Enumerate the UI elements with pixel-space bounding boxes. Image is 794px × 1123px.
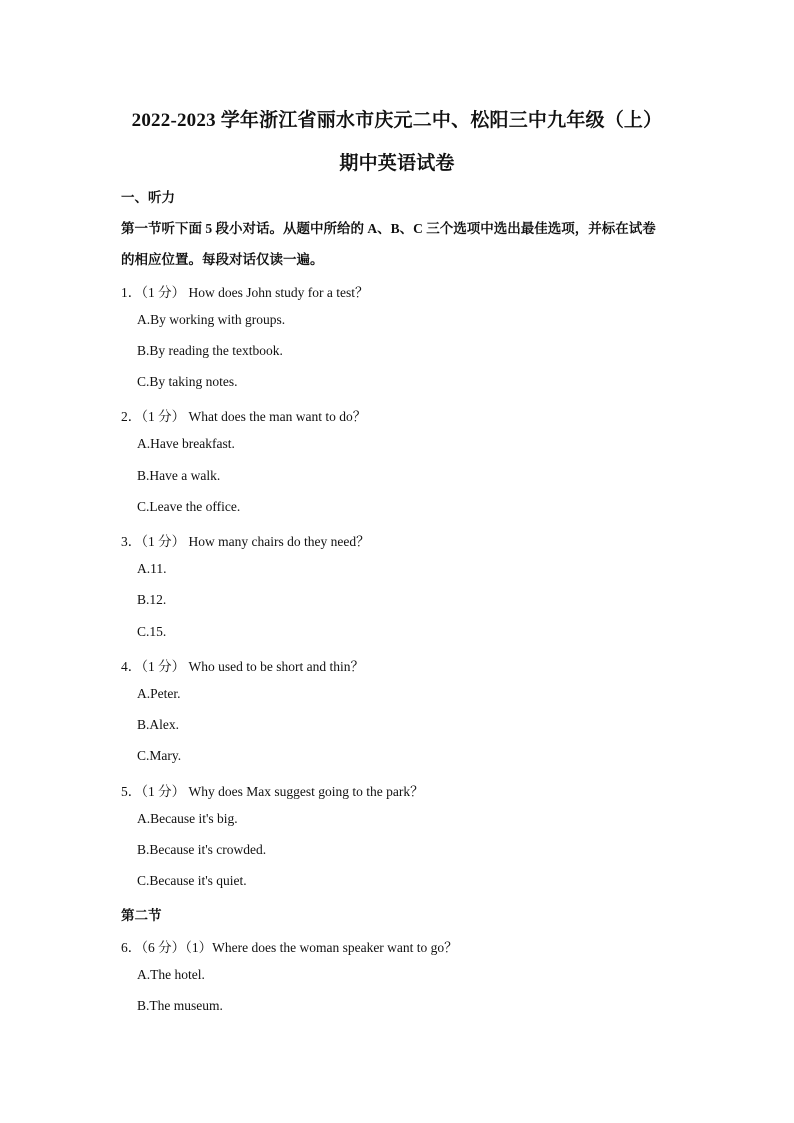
question-4-option-a: A.Peter. [137,686,181,701]
exam-title-line1: 2022-2023 学年浙江省丽水市庆元二中、松阳三中九年级（上） [131,110,663,131]
part1-instruction-line1: 第一节听下面 5 段小对话。从题中所给的 A、B、C 三个选项中选出最佳选项，并标在试卷 [121,221,656,236]
question-4-stem: 4．（1 分） Who used to be short and thin？ [121,659,364,674]
part2-heading: 第二节 [121,908,162,923]
question-4-option-b: B.Alex. [137,717,179,732]
question-1-stem: 1．（1 分） How does John study for a test？ [121,285,369,300]
question-2-option-b: B.Have a walk. [137,468,221,483]
question-2-option-c: C.Leave the office. [137,499,241,514]
question-2-stem: 2．（1 分） What does the man want to do？ [121,409,367,424]
question-3-stem: 3．（1 分） How many chairs do they need？ [121,534,370,549]
question-5-stem: 5．（1 分） Why does Max suggest going to the park？ [121,784,424,799]
exam-title-line2: 期中英语试卷 [339,153,455,174]
question-3-option-a: A.11. [137,561,167,576]
question-2-option-a: A.Have breakfast. [137,436,235,451]
question-1-option-a: A.By working with groups. [137,312,286,327]
section-heading-listening: 一、听力 [121,190,175,205]
question-1-option-b: B.By reading the textbook. [137,343,283,358]
question-1-option-c: C.By taking notes. [137,374,238,389]
question-6-option-a: A.The hotel. [137,967,205,982]
part1-instruction-line2: 的相应位置。每段对话仅读一遍。 [121,252,324,267]
question-3-option-b: B.12. [137,592,167,607]
question-6-stem: 6．（6 分）（1）Where does the woman speaker want to go？ [121,940,458,955]
question-6-option-b: B.The museum. [137,998,223,1013]
question-4-option-c: C.Mary. [137,748,182,763]
question-5-option-a: A.Because it's big. [137,811,238,826]
question-5-option-c: C.Because it's quiet. [137,873,247,888]
question-5-option-b: B.Because it's crowded. [137,842,267,857]
question-3-option-c: C.15. [137,624,167,639]
